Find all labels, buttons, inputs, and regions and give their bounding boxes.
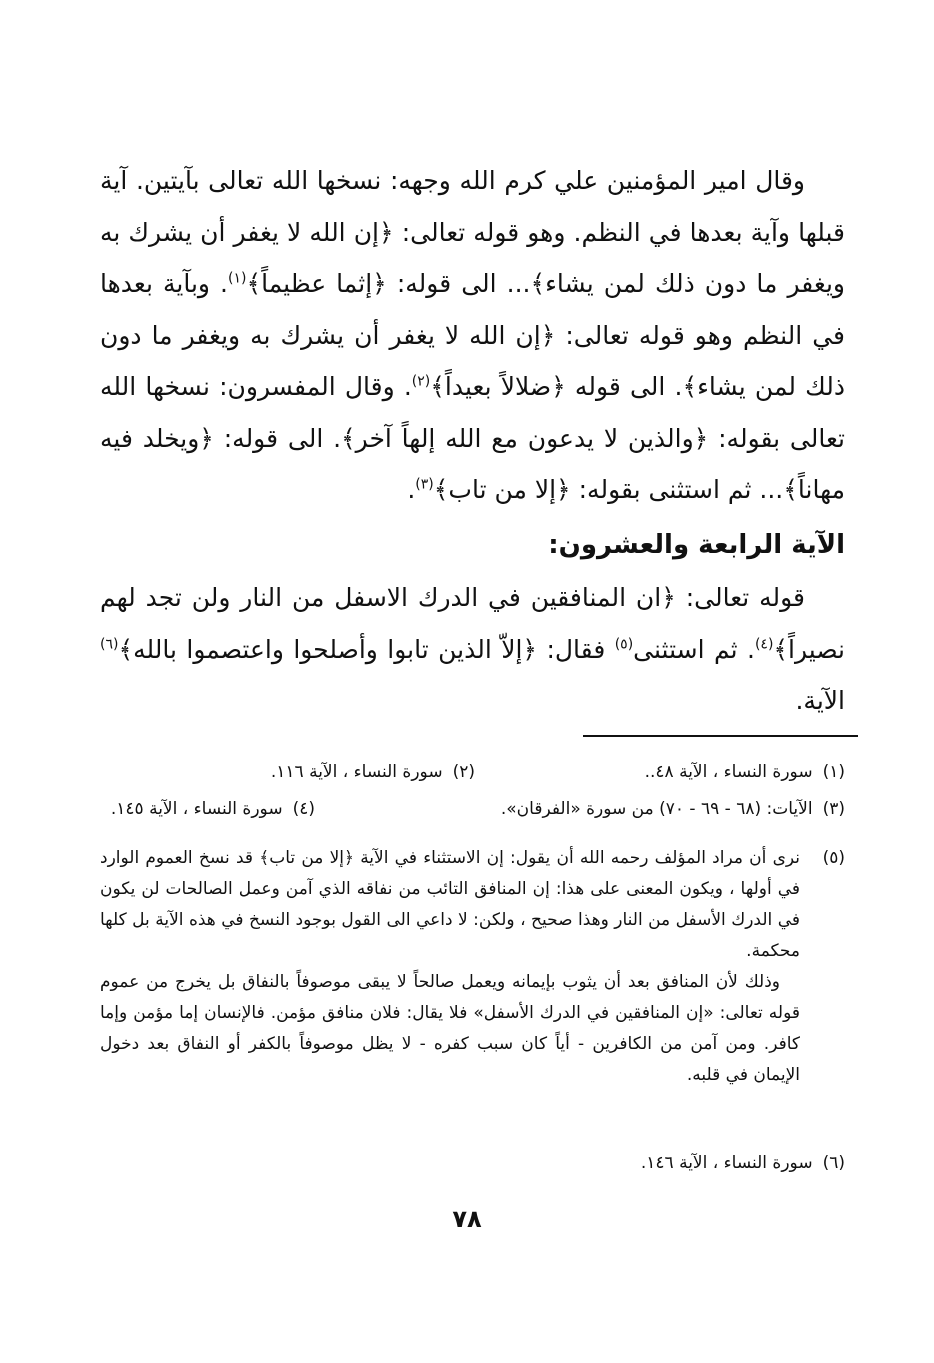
footnote-4-text: سورة النساء ، الآية ١٤٥.	[110, 799, 283, 819]
footnote-5-number: (٥)	[822, 848, 845, 868]
paragraph-text-b: . وبآية بعدها في النظم وهو قوله تعالى: ﴿إن الله لا يغفر أن يشرك به ويغفر ما دون ذلك لمن يشاء﴾. الى قوله ﴿ضلالاً بعيداً﴾	[100, 269, 845, 401]
footnote-separator	[583, 735, 858, 737]
main-paragraph	[100, 155, 845, 516]
section-paragraph	[100, 572, 845, 727]
footnote-3-text: الآيات: (٦٨ - ٦٩ - ٧٠) من سورة «الفرقان».	[500, 799, 813, 819]
footnote-5	[100, 843, 845, 1091]
page-number: ٧٨	[452, 1205, 482, 1233]
footnote-6-number: (٦)	[822, 1153, 845, 1173]
footnote-ref-2: (٢)	[411, 373, 431, 390]
footnote-1-number: (١)	[822, 762, 845, 782]
section-text-b: . ثم استثنى	[633, 634, 755, 664]
footnote-2-text: سورة النساء ، الآية ١١٦.	[270, 762, 443, 782]
footnote-ref-3: (٣)	[415, 476, 434, 493]
footnote-1	[475, 757, 845, 787]
footnote-6-text: سورة النساء ، الآية ١٤٦.	[640, 1153, 813, 1173]
section-text-c: فقال: ﴿إلاّ الذين تابوا وأصلحوا واعتصموا بالله﴾	[118, 634, 615, 664]
footnote-2	[100, 757, 475, 787]
footnote-3-number: (٣)	[822, 799, 845, 819]
footnote-ref-5: (٥)	[614, 636, 634, 653]
section-text-d: الآية.	[795, 686, 845, 715]
footnote-1-text: سورة النساء ، الآية ٤٨..	[644, 762, 813, 782]
footnote-2-number: (٢)	[452, 762, 475, 782]
paragraph-text-a: وقال امير المؤمنين علي كرم الله وجهه: نسخها الله تعالى بآيتين. آية قبلها وآية بعدها في النظم. وهو قوله تعالى: ﴿إن الله لا يغفر أن يشرك به ويغفر ما دون ذلك لمن يشاء﴾... الى قوله: ﴿إثما عظيماً﴾	[100, 166, 845, 298]
footnote-row-2	[100, 794, 845, 824]
footnote-3	[315, 794, 845, 824]
footnote-6	[100, 1148, 845, 1178]
footnote-5-paragraph-2: وذلك لأن المنافق بعد أن يثوب بإيمانه ويعمل صالحاً لا يبقى موصوفاً بالنفاق بل يخرج من عموم قوله تعالى: «إن المنافقين في الدرك الأسفل» فلا يقال: فلان منافق مؤمن. فالإنسان إما مؤمن وإما كافر. ومن آمن من الكافرين - أياً كان سبب كفره - لا يظل موصوفاً بالكفر أو النفاق بعد دخول الإيمان في قلبه.	[100, 972, 800, 1085]
footnote-ref-6: (٦)	[100, 636, 119, 653]
paragraph-text-c: . وقال المفسرون: نسخها الله تعالى بقوله: ﴿والذين لا يدعون مع الله إلهاً آخر﴾. الى قوله: ﴿ويخلد فيه مهاناً﴾... ثم استثنى بقوله: ﴿إلا من تاب﴾	[100, 372, 845, 504]
footnote-ref-4: (٤)	[754, 636, 774, 653]
footnote-4-number: (٤)	[292, 799, 315, 819]
footnote-5-text	[100, 843, 800, 1091]
paragraph-text-end: .	[407, 475, 416, 504]
footnote-4	[100, 794, 315, 824]
section-heading: الآية الرابعة والعشرون:	[548, 530, 845, 560]
section-text-a: قوله تعالى: ﴿ان المنافقين في الدرك الاسفل من النار ولن تجد لهم نصيراً﴾	[100, 583, 845, 664]
footnote-ref-1: (١)	[227, 270, 247, 287]
footnote-row-1	[100, 757, 845, 787]
footnote-5-paragraph-1: نرى أن مراد المؤلف رحمه الله أن يقول: إن الاستثناء في الآية ﴿إلا من تاب﴾ قد نسخ العموم الوارد في أولها ، ويكون المعنى على هذا: إن المنافق التائب من نفاقه الذي آمن وعمل الصالحات لن يكون في الدرك الأسفل من النار وهذا صحيح ، ولكن: لا داعي الى القول بوجود النسخ في هذه الآية بل كلها محكمة.	[100, 848, 800, 961]
